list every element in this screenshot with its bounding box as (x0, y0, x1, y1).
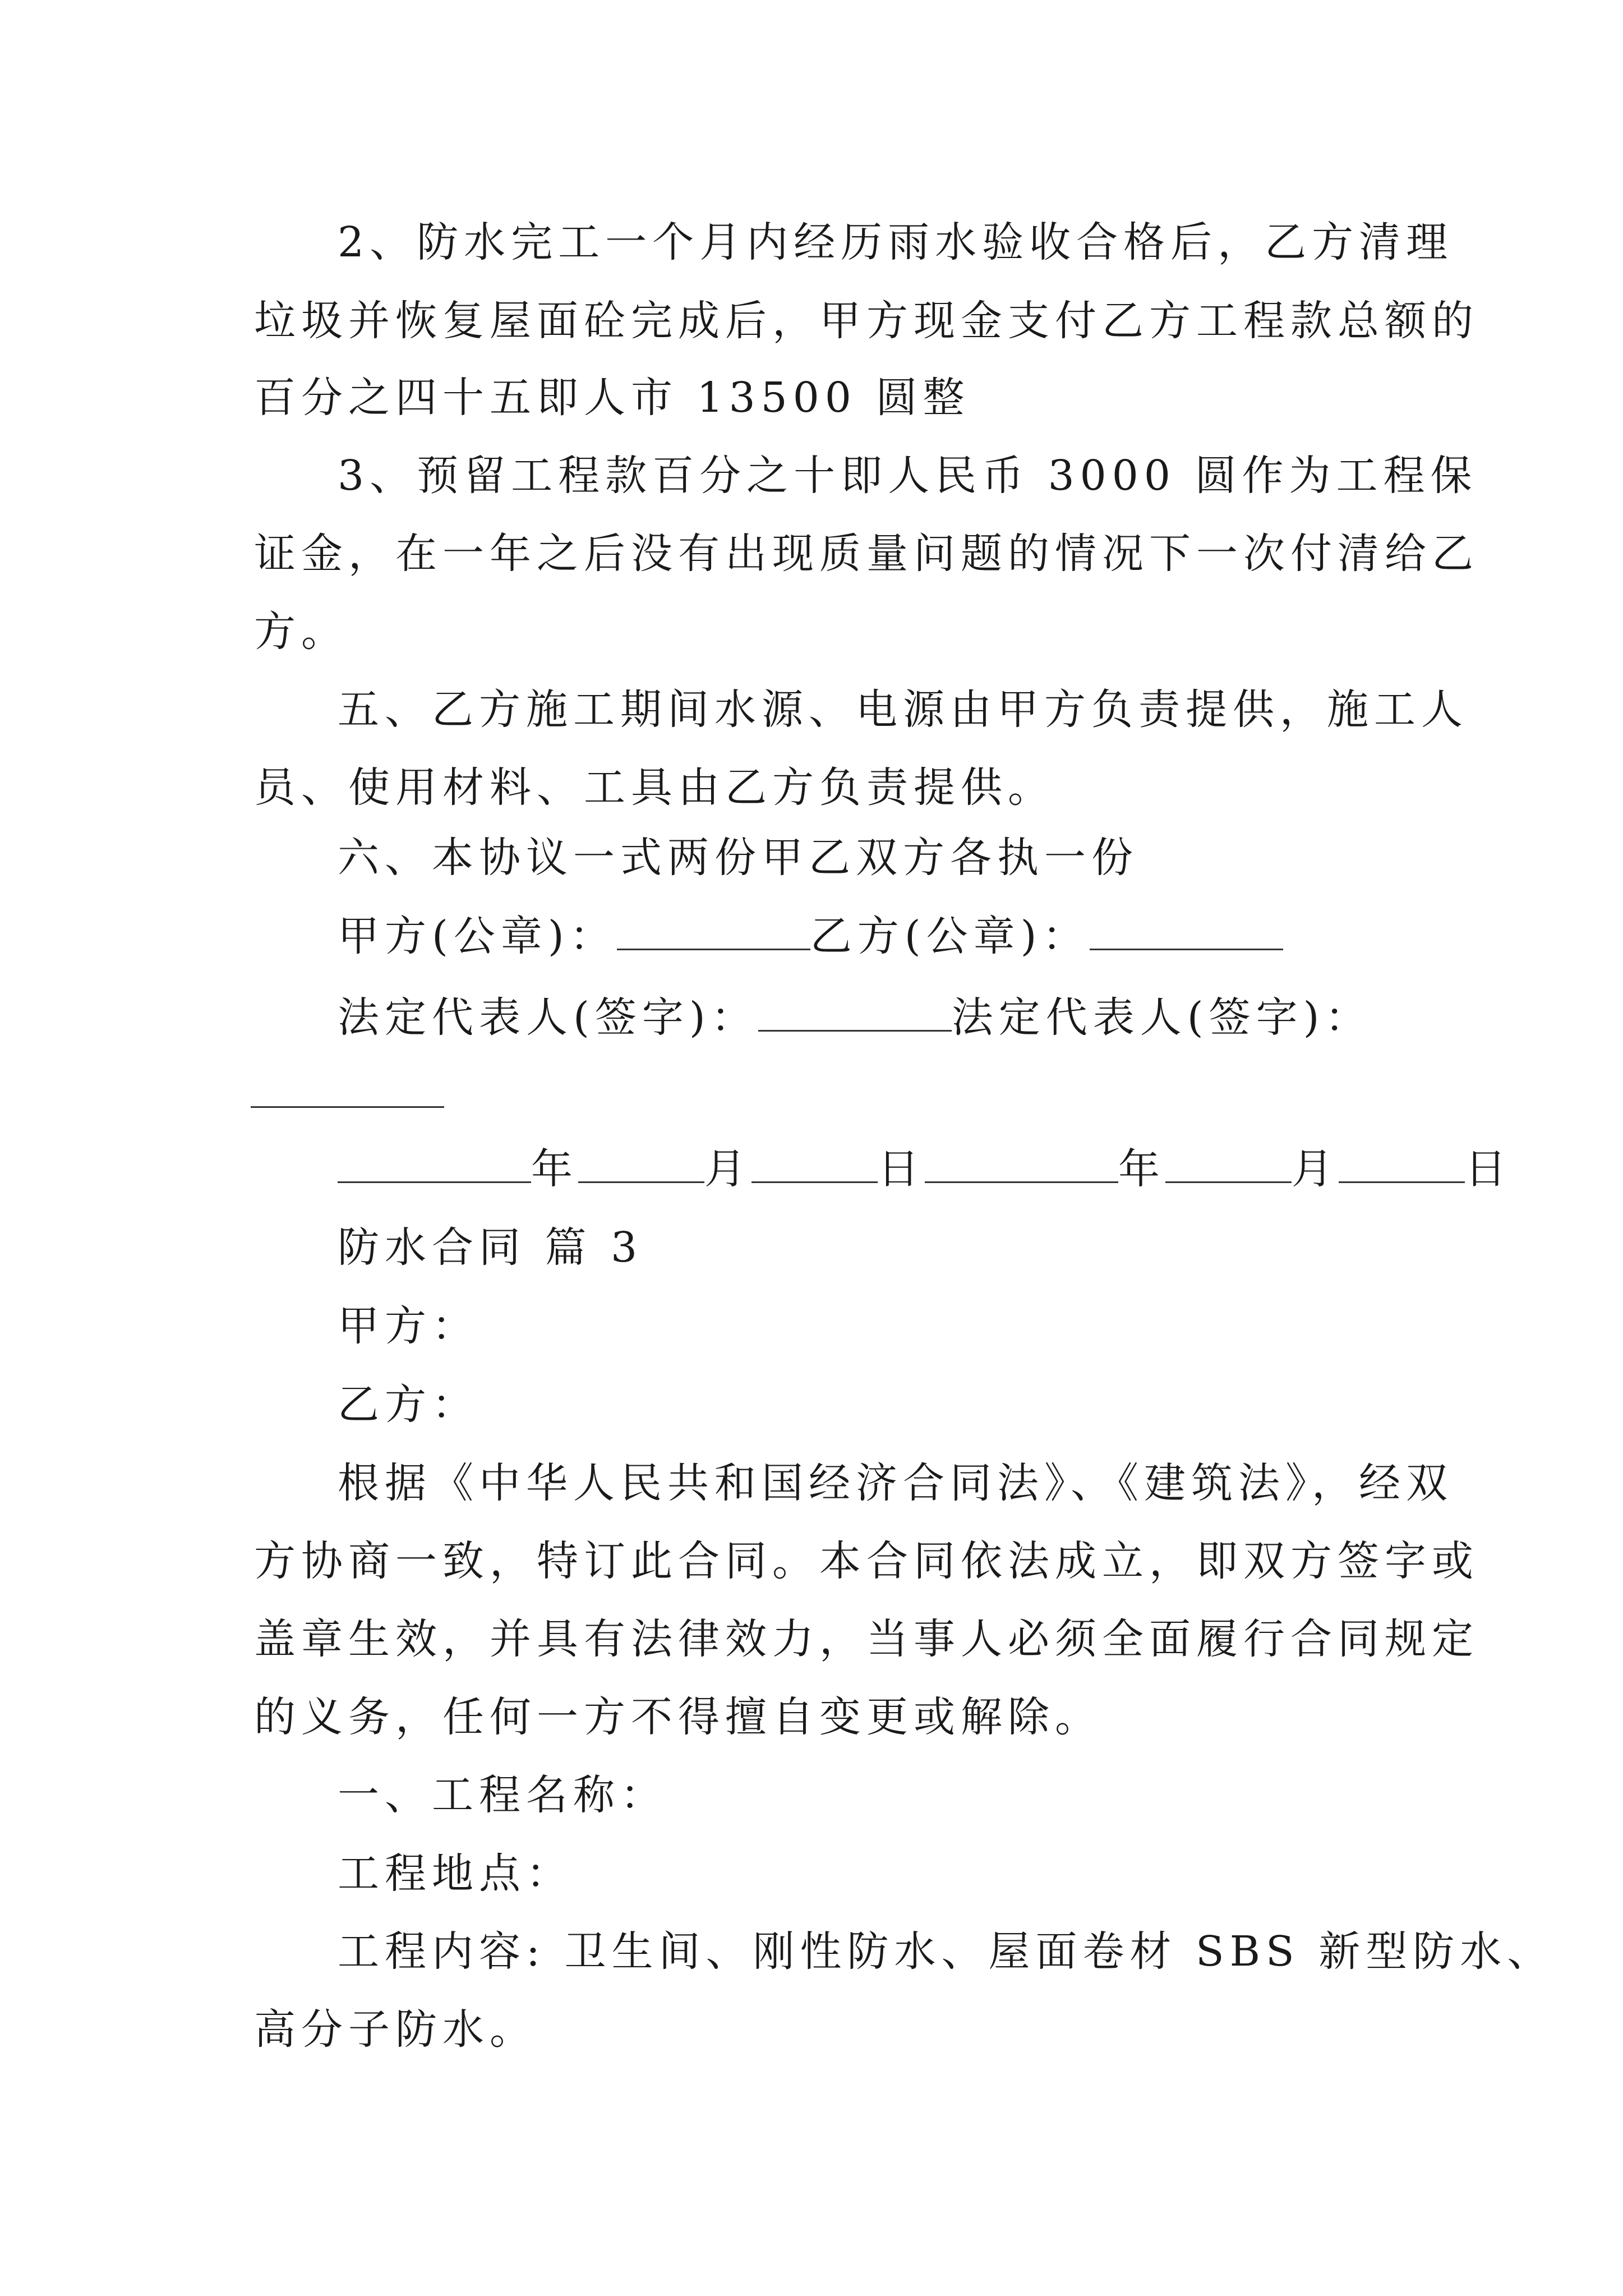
contract-3-party-b: 乙方： (338, 1381, 479, 1429)
paragraph-5-line-2: 员、使用材料、工具由乙方负责提供。 (254, 763, 1055, 812)
date-a-year: 年 (531, 1145, 578, 1193)
paragraph-2-line-1: 2、防水完工一个月内经历雨水验收合格后，乙方清理 (338, 218, 1454, 266)
legal-rep-a-blank (758, 996, 952, 1032)
party-a-seal-label: 甲方(公章)： (338, 912, 617, 960)
date-b-day: 日 (1465, 1145, 1512, 1193)
date-b-year: 年 (1118, 1145, 1165, 1193)
paragraph-6: 六、本协议一式两份甲乙双方各执一份 (338, 834, 1138, 882)
party-b-seal-label: 乙方(公章)： (810, 912, 1090, 960)
date-a-day-blank (751, 1148, 878, 1183)
legal-rep-b-blank (251, 1106, 444, 1108)
contract-3-party-a: 甲方： (338, 1302, 479, 1350)
date-b-month-blank (1165, 1148, 1292, 1183)
date-line (338, 1141, 1512, 1197)
legal-rep-line (338, 990, 1372, 1046)
paragraph-3-line-3: 方。 (254, 608, 348, 656)
intro-line-2: 方协商一致，特订此合同。本合同依法成立，即双方签字或 (254, 1537, 1479, 1585)
paragraph-2-line-2: 垃圾并恢复屋面砼完成后，甲方现金支付乙方工程款总额的 (254, 297, 1479, 345)
paragraph-3-line-2: 证金，在一年之后没有出现质量问题的情况下一次付清给乙 (254, 530, 1479, 578)
date-b-month: 月 (1292, 1145, 1339, 1193)
legal-rep-b-label: 法定代表人(签字)： (951, 993, 1372, 1042)
project-location: 工程地点： (338, 1849, 573, 1898)
date-a-day: 日 (878, 1145, 925, 1193)
paragraph-3-line-1: 3、预留工程款百分之十即人民币 3000 圆作为工程保 (338, 452, 1478, 500)
party-a-seal-blank (617, 915, 810, 950)
project-content-line-2: 高分子防水。 (254, 2005, 537, 2054)
party-b-seal-blank (1090, 915, 1283, 950)
intro-line-1: 根据《中华人民共和国经济合同法》、《建筑法》，经双 (338, 1459, 1453, 1507)
intro-line-3: 盖章生效，并具有法律效力，当事人必须全面履行合同规定 (254, 1615, 1479, 1663)
intro-line-4: 的义务，任何一方不得擅自变更或解除。 (254, 1693, 1102, 1741)
paragraph-5-line-1: 五、乙方施工期间水源、电源由甲方负责提供，施工人 (338, 685, 1468, 734)
date-a-year-blank (338, 1148, 531, 1183)
legal-rep-a-label: 法定代表人(签字)： (338, 993, 758, 1042)
date-b-year-blank (925, 1148, 1118, 1183)
project-name: 一、工程名称： (338, 1771, 667, 1819)
seal-line (338, 908, 1283, 964)
contract-3-title: 防水合同 篇 3 (338, 1223, 643, 1272)
date-a-month-blank (578, 1148, 704, 1183)
date-b-day-blank (1339, 1148, 1465, 1183)
date-a-month: 月 (704, 1145, 751, 1193)
paragraph-2-line-3: 百分之四十五即人市 13500 圆整 (254, 374, 970, 422)
project-content-line-1: 工程内容: 卫生间、刚性防水、屋面卷材 SBS 新型防水、 (338, 1927, 1555, 1976)
